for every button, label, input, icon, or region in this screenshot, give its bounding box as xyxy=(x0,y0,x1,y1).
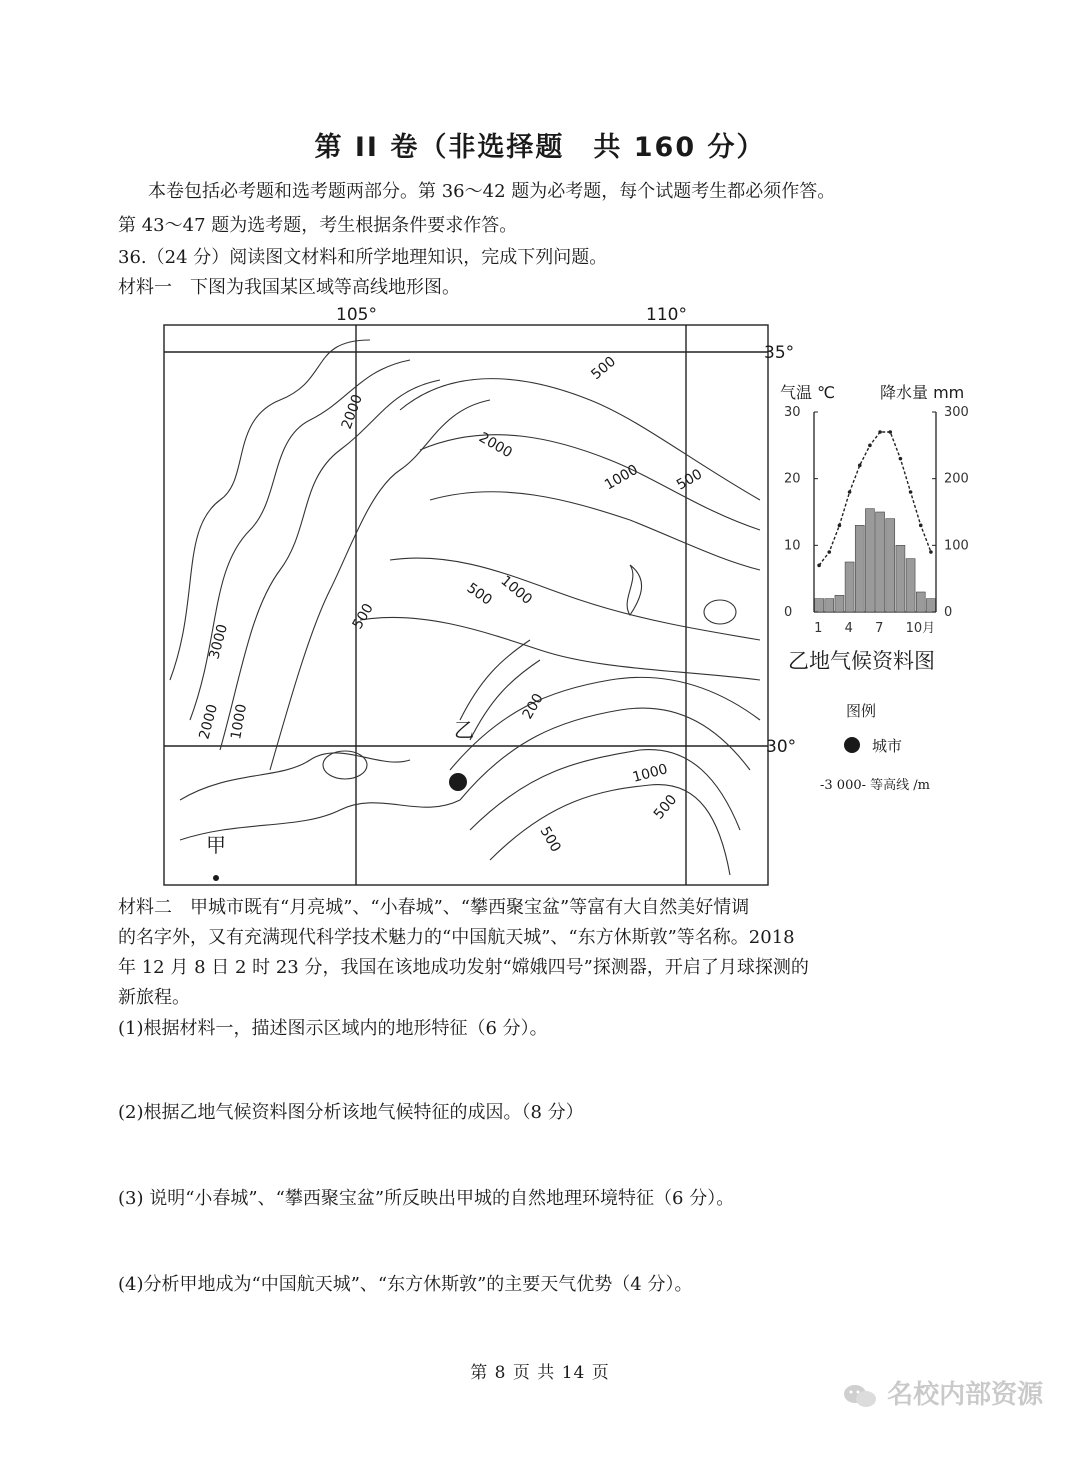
temperature-point xyxy=(919,524,923,528)
map-legend xyxy=(820,700,1010,800)
intro-line-1: 本卷包括必考题和选考题两部分。第 36～42 题为必考题，每个试题考生都必须作答。 xyxy=(148,181,836,202)
temperature-point xyxy=(827,550,831,554)
temperature-point xyxy=(899,457,903,461)
temperature-line xyxy=(819,432,931,565)
contour-label: 500 xyxy=(349,600,377,632)
contour-label: 2000 xyxy=(338,392,366,432)
city-yi-label: 乙 xyxy=(454,718,474,742)
lon-label-110: 110° xyxy=(646,305,687,325)
legend-city-label: 城市 xyxy=(872,737,903,755)
contour-label: 500 xyxy=(536,824,564,856)
lon-label-105: 105° xyxy=(336,305,377,325)
precip-bar xyxy=(926,599,935,612)
temperature-point xyxy=(929,550,933,554)
contour-label: 200 xyxy=(519,690,547,722)
sub-question-4: (4)分析甲地成为“中国航天城”、“东方休斯敦”的主要天气优势（4 分）。 xyxy=(118,1274,693,1295)
contour-label: 1000 xyxy=(497,572,536,608)
lat-label-30: 30° xyxy=(766,737,797,757)
temp-tick-label: 20 xyxy=(784,471,801,487)
wechat-icon xyxy=(842,1383,878,1409)
precip-bar xyxy=(855,525,864,612)
precip-tick-label: 300 xyxy=(944,405,969,420)
contour-label: 500 xyxy=(650,791,681,823)
climate-chart xyxy=(776,376,980,676)
lat-label-35: 35° xyxy=(764,343,795,363)
precip-bar xyxy=(906,559,915,612)
contour-label: 2000 xyxy=(476,429,515,462)
month-tick-label: 4 xyxy=(844,621,853,636)
page-footer: 第 8 页 共 14 页 xyxy=(470,1363,610,1383)
contour-label: 1000 xyxy=(602,461,641,494)
precip-bar xyxy=(865,509,874,612)
temperature-point xyxy=(858,464,862,468)
contour-label: 500 xyxy=(674,466,706,494)
contour-label: 500 xyxy=(588,353,620,384)
month-tick-label: 7 xyxy=(875,621,884,636)
sub-question-2: (2)根据乙地气候资料图分析该地气候特征的成因。（8 分） xyxy=(118,1102,584,1123)
city-yi-marker xyxy=(449,773,467,791)
watermark-text: 名校内部资源 xyxy=(887,1380,1044,1410)
temp-tick-label: 10 xyxy=(784,538,801,554)
precip-tick-label: 100 xyxy=(944,538,969,554)
legend-city-marker xyxy=(844,737,860,753)
chart-title: 乙地气候资料图 xyxy=(788,649,935,673)
legend-title: 图例 xyxy=(846,702,877,720)
contour-label: 3000 xyxy=(206,622,232,662)
section-title: 第 II 卷（非选择题 共 160 分） xyxy=(314,132,766,163)
precip-tick-label: 200 xyxy=(944,471,969,487)
precip-bar xyxy=(825,599,834,612)
temp-tick-label: 0 xyxy=(784,605,793,620)
material-2-line-3: 年 12 月 8 日 2 时 23 分，我国在该地成功发射“嫦娥四号”探测器，开启了月球探测的 xyxy=(118,957,809,978)
precip-bar xyxy=(896,545,905,612)
material-2-line-1: 材料二 甲城市既有“月亮城”、“小春城”、“攀西聚宝盆”等富有大自然美好情调 xyxy=(118,897,750,918)
contour-label: 2000 xyxy=(196,702,222,742)
temperature-point xyxy=(848,490,852,494)
month-tick-label: 10月 xyxy=(905,621,936,636)
precip-bar xyxy=(916,592,925,612)
contour-label: 500 xyxy=(463,580,495,609)
precip-bar xyxy=(835,595,844,612)
contour-lines xyxy=(170,340,760,875)
intro-line-2: 第 43～47 题为选考题，考生根据条件要求作答。 xyxy=(118,215,518,236)
precip-bar xyxy=(876,512,885,612)
sub-question-3: (3) 说明“小春城”、“攀西聚宝盆”所反映出甲城的自然地理环境特征（6 分）。 xyxy=(118,1188,735,1209)
contour-label: 1000 xyxy=(228,702,251,741)
precip-bar xyxy=(886,519,895,612)
month-tick-label: 1 xyxy=(814,621,823,636)
watermark xyxy=(842,1374,1043,1411)
temperature-point xyxy=(838,524,842,528)
legend-contour-label: -3 000- 等高线 /m xyxy=(820,778,930,793)
temp-tick-label: 30 xyxy=(784,405,801,420)
contour-label: 1000 xyxy=(630,761,670,786)
temperature-point xyxy=(817,564,821,568)
question-stem: 36.（24 分）阅读图文材料和所学地理知识，完成下列问题。 xyxy=(118,247,608,268)
temperature-point xyxy=(868,444,872,448)
chart-precip-axis-label: 降水量 mm xyxy=(880,383,965,402)
city-jia-label: 甲 xyxy=(206,833,226,857)
temperature-point xyxy=(888,430,892,434)
material-1-caption: 材料一 下图为我国某区域等高线地形图。 xyxy=(118,277,460,298)
contour-map xyxy=(160,300,797,890)
temperature-point xyxy=(878,430,882,434)
precip-bar xyxy=(845,562,854,612)
precip-bar xyxy=(815,599,824,612)
chart-temp-axis-label: 气温 ℃ xyxy=(780,383,836,402)
material-2-line-2: 的名字外，又有充满现代科学技术魅力的“中国航天城”、“东方休斯敦”等名称。2018 xyxy=(118,927,795,948)
city-jia-marker xyxy=(213,875,219,881)
precip-tick-label: 0 xyxy=(944,605,953,620)
sub-question-1: (1)根据材料一，描述图示区域内的地形特征（6 分）。 xyxy=(118,1018,548,1039)
temperature-point xyxy=(909,490,913,494)
material-2-line-4: 新旅程。 xyxy=(118,987,190,1008)
